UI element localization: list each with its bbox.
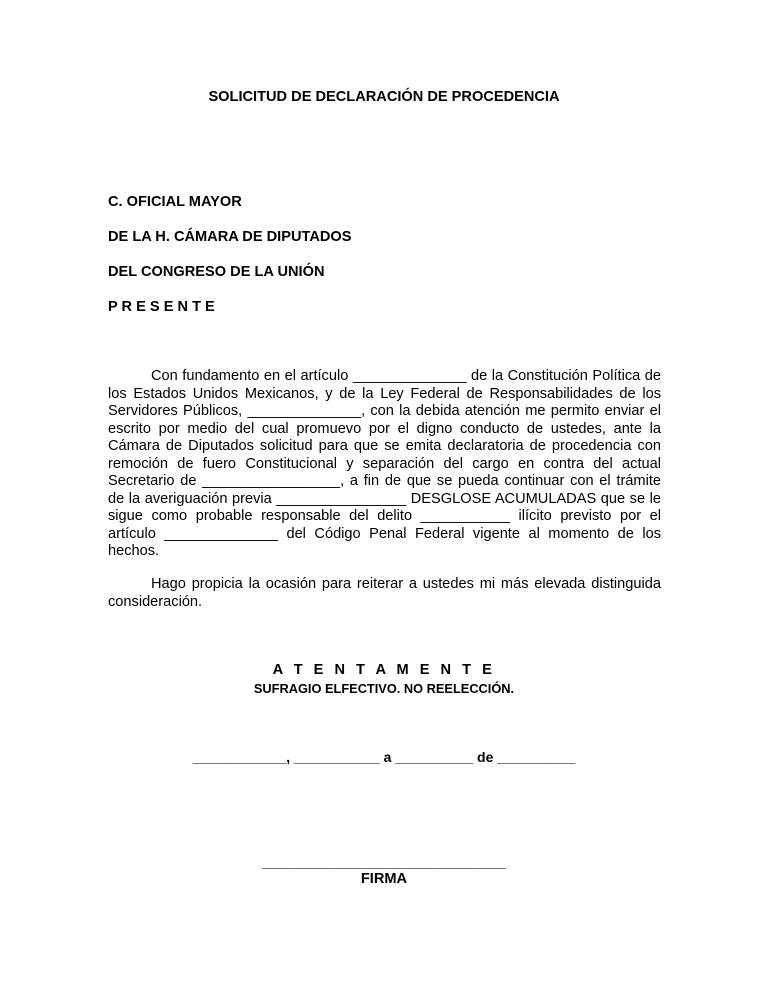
- motto-line: SUFRAGIO ELFECTIVO. NO REELECCIÓN.: [253, 681, 515, 696]
- body-paragraph-1: Con fundamento en el artículo ______________ de la Constitución Política de los Estados Unidos Mexicanos, y de la Ley Federal de Responsabilidades de los Servidores Públicos, ______________, con la debida atención me permito enviar el escrito por medio del cual promuevo por el digno conducto de ustedes, ante la Cámara de Diputados solicitud para que se emita declaratoria de procedencia con remoción de fuero Constitucional y separación del cargo en contra del actual Secretario de _________________, a fin de que se pueda continuar con el trámite de la averiguación previa ________________ DESGLOSE ACUMULADAS que se le sigue como probable responsable del delito ___________ ilícito previsto por el artículo ______________ del Código Penal Federal vigente al momento de los hechos.: [108, 368, 661, 559]
- addressee-line-1: C. OFICIAL MAYOR: [108, 194, 242, 210]
- addressee-line-3: DEL CONGRESO DE LA UNIÓN: [108, 264, 325, 280]
- document-title: SOLICITUD DE DECLARACIÓN DE PROCEDENCIA: [208, 89, 560, 105]
- addressee-presente: P R E S E N T E: [108, 299, 215, 315]
- addressee-line-2: DE LA H. CÁMARA DE DIPUTADOS: [108, 229, 352, 245]
- date-line: ____________, ___________ a __________ de __________: [192, 749, 576, 765]
- signature-line: ______________________________: [262, 855, 506, 871]
- signature-label: FIRMA: [360, 871, 408, 887]
- body-paragraph-2: Hago propicia la ocasión para reiterar a ustedes mi más elevada distinguida consideración.: [108, 576, 661, 610]
- closing-atentamente: A T E N T A M E N T E: [272, 662, 496, 678]
